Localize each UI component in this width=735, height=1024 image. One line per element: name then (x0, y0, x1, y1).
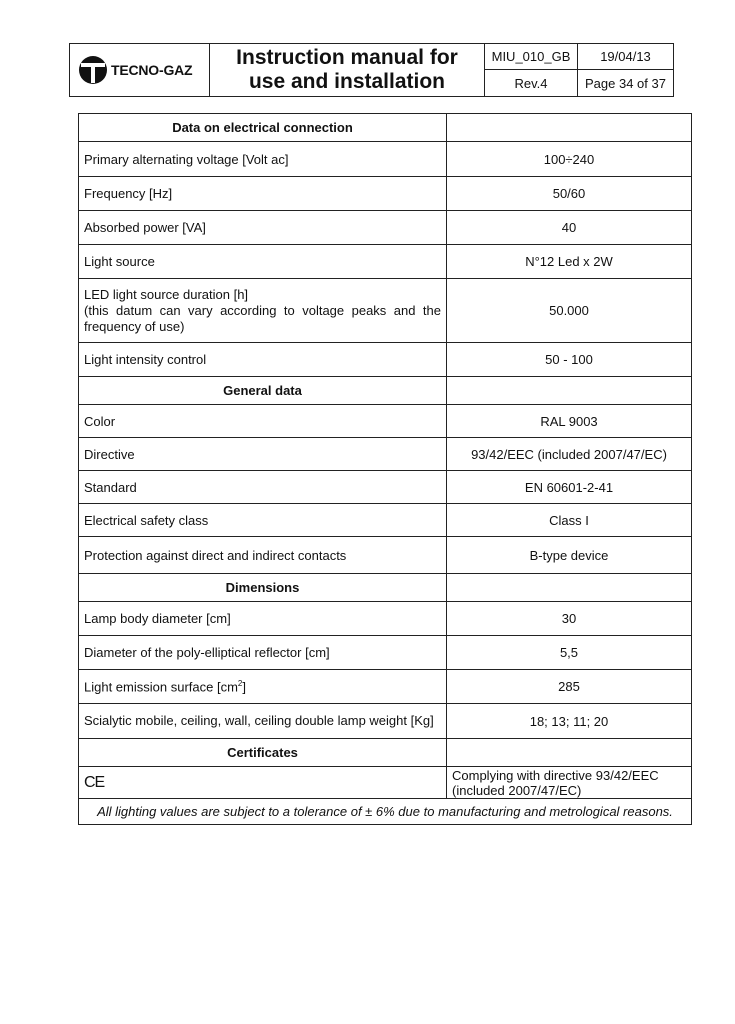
row-value: 50.000 (447, 279, 692, 343)
row-value: 50/60 (447, 177, 692, 211)
row-label: Directive (79, 438, 447, 471)
row-label: Primary alternating voltage [Volt ac] (79, 142, 447, 177)
row-label (79, 767, 447, 799)
title-line-2: use and installation (248, 70, 446, 93)
table-row (79, 438, 692, 471)
ce-mark-icon: CE (84, 773, 105, 791)
row-value (447, 767, 692, 799)
title-line-1: Instruction manual for (236, 46, 458, 69)
emission-label-end: ] (242, 679, 246, 695)
table-row (79, 142, 692, 177)
note-row (79, 799, 692, 825)
row-value: Class I (447, 504, 692, 537)
led-duration-note: (this datum can vary according to voltage peaks and the frequency of use) (84, 302, 441, 334)
table-row (79, 767, 692, 799)
section-row-dimensions (79, 574, 692, 602)
led-duration-title: LED light source duration [h] (84, 286, 249, 302)
table-row (79, 670, 692, 704)
row-value: 100÷240 (447, 142, 692, 177)
row-label: Standard (79, 471, 447, 504)
document-title (210, 44, 485, 96)
document-meta (485, 44, 673, 96)
table-row (79, 405, 692, 438)
emission-label-text: Light emission surface [cm (84, 679, 238, 695)
row-label (79, 279, 447, 343)
row-label: Light intensity control (79, 343, 447, 377)
row-label: Electrical safety class (79, 504, 447, 537)
section-heading-dimensions: Dimensions (79, 574, 447, 602)
row-label: Frequency [Hz] (79, 177, 447, 211)
row-label: Color (79, 405, 447, 438)
document-header (69, 43, 674, 97)
row-value: 40 (447, 211, 692, 245)
doc-revision: Rev.4 (485, 70, 578, 96)
emission-label-sup: 2 (237, 678, 243, 688)
tecno-gaz-logo-icon (78, 55, 108, 85)
doc-code: MIU_010_GB (485, 44, 578, 70)
table-row (79, 704, 692, 739)
row-value: 93/42/EEC (included 2007/47/EC) (447, 438, 692, 471)
table-row (79, 471, 692, 504)
section-row-certificates (79, 739, 692, 767)
row-label: Protection against direct and indirect contacts (79, 537, 447, 574)
row-value: 30 (447, 602, 692, 636)
row-value: 285 (447, 670, 692, 704)
table-row (79, 537, 692, 574)
table-row (79, 636, 692, 670)
tolerance-note: All lighting values are subject to a tolerance of ± 6% due to manufacturing and metrological reasons. (79, 799, 692, 825)
brand-name: TECNO-GAZ (111, 62, 193, 78)
section-row-electrical (79, 114, 692, 142)
table-row (79, 177, 692, 211)
row-value: 5,5 (447, 636, 692, 670)
section-heading-electrical: Data on electrical connection (79, 114, 447, 142)
row-label: Light source (79, 245, 447, 279)
row-label: Scialytic mobile, ceiling, wall, ceiling double lamp weight [Kg] (79, 704, 447, 739)
row-value: B-type device (447, 537, 692, 574)
section-row-general (79, 377, 692, 405)
row-value: 18; 13; 11; 20 (447, 704, 692, 739)
ce-compliance-line-1: Complying with directive 93/42/EEC (452, 767, 659, 783)
page-number: Page 34 of 37 (585, 75, 666, 91)
row-label (79, 670, 447, 704)
doc-date: 19/04/13 (578, 44, 673, 70)
section-heading-certificates: Certificates (79, 739, 447, 767)
row-label: Absorbed power [VA] (79, 211, 447, 245)
row-value: EN 60601-2-41 (447, 471, 692, 504)
table-row (79, 602, 692, 636)
row-label: Lamp body diameter [cm] (79, 602, 447, 636)
ce-compliance-line-2: (included 2007/47/EC) (452, 782, 582, 798)
table-row (79, 279, 692, 343)
table-row (79, 211, 692, 245)
row-value: RAL 9003 (447, 405, 692, 438)
company-logo (70, 44, 210, 96)
row-value: N°12 Led x 2W (447, 245, 692, 279)
table-row (79, 245, 692, 279)
section-heading-general: General data (79, 377, 447, 405)
table-row (79, 343, 692, 377)
row-label: Diameter of the poly-elliptical reflector [cm] (79, 636, 447, 670)
specification-table (78, 113, 692, 825)
table-row (79, 504, 692, 537)
row-value: 50 - 100 (447, 343, 692, 377)
